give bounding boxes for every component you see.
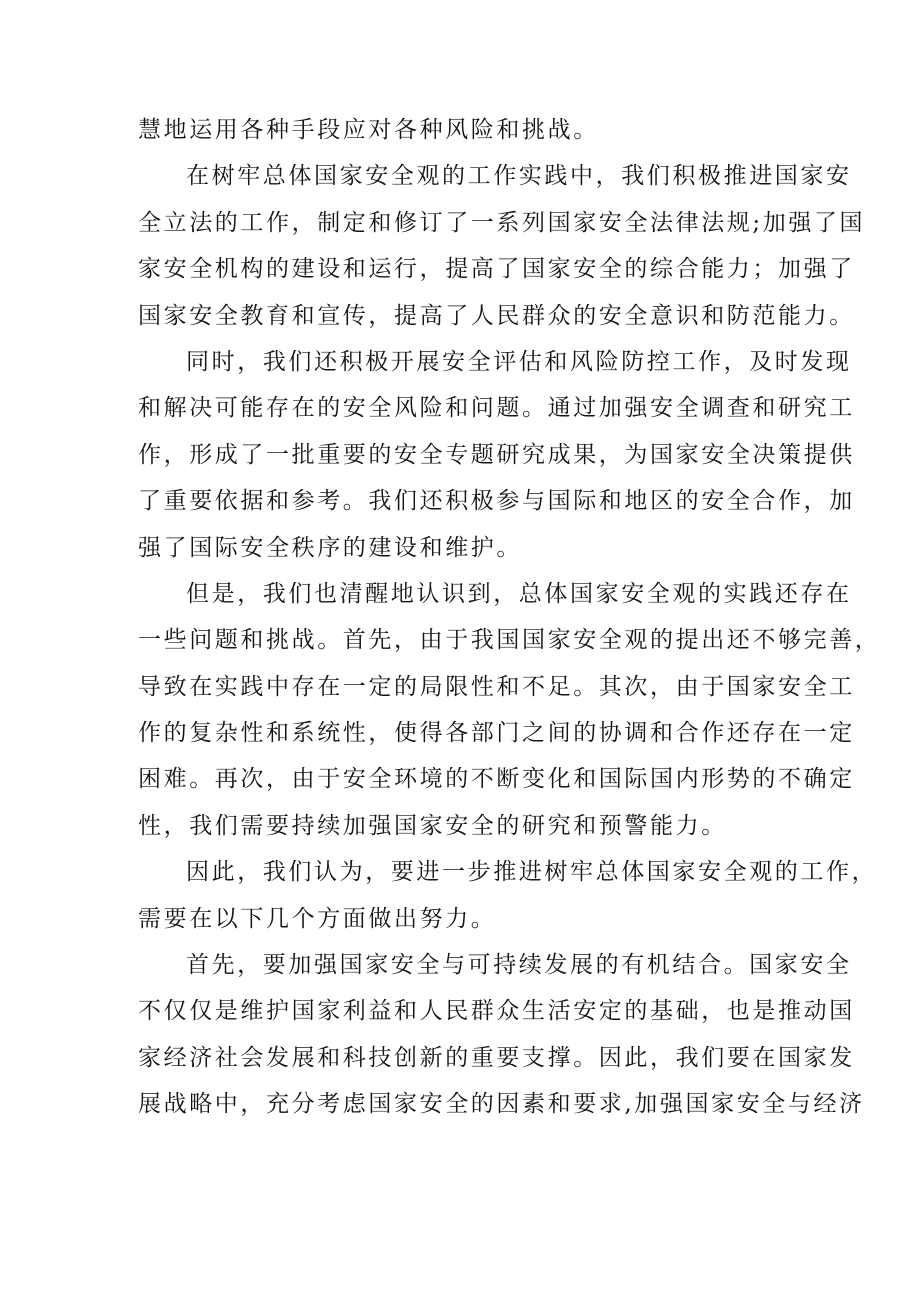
text-line: 作，形成了一批重要的安全专题研究成果，为国家安全决策提供 xyxy=(138,441,855,468)
text-line: 因此，我们认为，要进一步推进树牢总体国家安全观的工作， xyxy=(186,859,878,886)
text-line: 家安全机构的建设和运行，提高了国家安全的综合能力；加强了 xyxy=(138,256,855,283)
text-line: 需要在以下几个方面做出努力。 xyxy=(138,905,497,932)
text-line: 了重要依据和参考。我们还积极参与国际和地区的安全合作，加 xyxy=(138,488,855,515)
text-line: 家经济社会发展和科技创新的重要支撑。因此，我们要在国家发 xyxy=(138,1044,855,1071)
text-line: 困难。再次，由于安全环境的不断变化和国际国内形势的不确定 xyxy=(138,766,855,793)
document-body xyxy=(138,107,881,1128)
paragraph xyxy=(138,339,855,571)
text-line: 同时，我们还积极开展安全评估和风险防控工作，及时发现 xyxy=(186,348,852,375)
text-line: 一些问题和挑战。首先，由于我国国家安全观的提出还不够完善， xyxy=(138,627,881,654)
text-line: 首先，要加强国家安全与可持续发展的有机结合。国家安全 xyxy=(186,952,852,979)
text-line: 展战略中，充分考虑国家安全的因素和要求,加强国家安全与经济 xyxy=(138,1091,865,1118)
paragraph xyxy=(138,153,866,339)
text-line: 作的复杂性和系统性，使得各部门之间的协调和合作还存在一定 xyxy=(138,720,855,747)
text-line: 在树牢总体国家安全观的工作实践中，我们积极推进国家安 xyxy=(186,163,852,190)
text-line: 性，我们需要持续加强国家安全的研究和预警能力。 xyxy=(138,812,727,839)
text-line: 国家安全教育和宣传，提高了人民群众的安全意识和防范能力。 xyxy=(138,302,855,329)
paragraph xyxy=(138,107,798,153)
text-line: 导致在实践中存在一定的局限性和不足。其次，由于国家安全工 xyxy=(138,673,855,700)
text-line: 和解决可能存在的安全风险和问题。通过加强安全调查和研究工 xyxy=(138,395,855,422)
text-line: 慧地运用各种手段应对各种风险和挑战。 xyxy=(138,117,599,143)
text-line: 全立法的工作，制定和修订了一系列国家安全法律法规;加强了国 xyxy=(138,209,866,236)
text-line: 不仅仅是维护国家利益和人民群众生活安定的基础，也是推动国 xyxy=(138,998,855,1025)
paragraph xyxy=(138,571,881,849)
paragraph xyxy=(138,849,878,942)
text-line: 强了国际安全秩序的建设和维护。 xyxy=(138,534,522,561)
text-line: 但是，我们也清醒地认识到，总体国家安全观的实践还存在 xyxy=(186,580,852,607)
paragraph xyxy=(138,942,865,1128)
